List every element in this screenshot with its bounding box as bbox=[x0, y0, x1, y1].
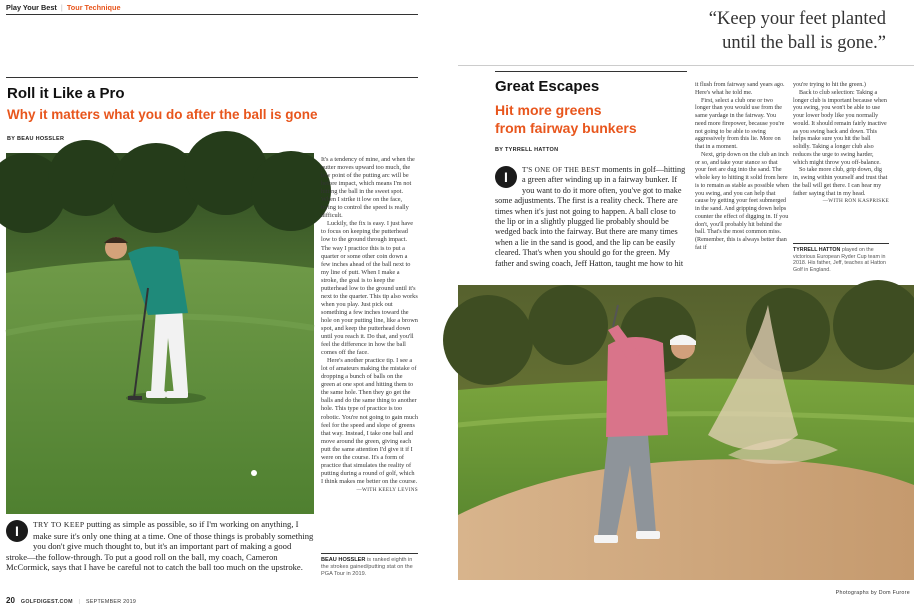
pull-quote bbox=[620, 7, 886, 55]
pull-quote-line1: “Keep your feet planted bbox=[708, 9, 886, 29]
right-c2-p2: Back to club selection: Taking a longer club is important because when you swing, you won't be able to use your lower body like you normally would. It should remain fairly inactive as you swing back and down. This helps make sure you hit the ball solidly. Taking a longer club also reduces the urge to swing harder, which might throw you off-balance. bbox=[793, 89, 887, 166]
right-subtitle bbox=[495, 101, 637, 137]
left-caption-text: is ranked eighth in the strokes gained/putting stat on the PGA Tour in 2019. bbox=[321, 557, 413, 578]
subsection-label: Tour Technique bbox=[66, 3, 121, 12]
right-intro-lead: T'S ONE OF THE BEST bbox=[522, 166, 600, 174]
right-c1-p2: First, select a club one or two longer than you would use from the same yardage in the fairway. You need more firepower, because you're not going to be able to swing aggressively from this lie. More on that in a moment. bbox=[695, 97, 785, 150]
dropcap-right: I bbox=[495, 166, 517, 188]
right-body-column-1 bbox=[695, 82, 789, 253]
right-intro bbox=[495, 165, 687, 269]
page-number: 20 bbox=[6, 596, 15, 605]
right-caption-text: played on the victorious European Ryder Cup team in 2018. His father, Jeff, teaches at Hatton Golf in England. bbox=[793, 247, 886, 274]
footer-issue: SEPTEMBER 2019 bbox=[86, 599, 137, 605]
right-c2-p3: So take more club, grip down, dig in, swing within yourself and trust that the ball will get there. I can hear my father saying that in my head. bbox=[793, 167, 888, 197]
header-rule bbox=[6, 14, 418, 15]
right-caption-name: TYRRELL HATTON bbox=[793, 247, 841, 253]
right-title: Great Escapes bbox=[495, 78, 600, 95]
left-intro bbox=[6, 519, 314, 573]
left-body-p2: Luckily, the fix is easy. I just have to focus on keeping the putterhead low to the ground through impact. The way I practice this is to put a quarter or some other coin down a few inches ahead of the ball next to my line of putt. When I make a stroke, the goal is to keep the putterhead low to the ground until it's next to the quarter. This tip also works when you play. Just pick out something a few inches toward the hole on your putting line, like a brown spot, and keep the putterhead down until you reach it. Do that, and you'll feel the difference in how the ball comes off the face. bbox=[321, 220, 418, 357]
putting-photo bbox=[6, 153, 314, 514]
right-subtitle-line2: from fairway bunkers bbox=[495, 120, 637, 136]
tree-line bbox=[0, 131, 331, 233]
left-caption-name: BEAU HOSSLER bbox=[321, 557, 366, 563]
left-caption-rule bbox=[321, 553, 418, 554]
byline: BY BEAU HOSSLER bbox=[7, 136, 65, 142]
section-header: Play Your Best | Tour Technique bbox=[6, 3, 121, 12]
title-rule bbox=[6, 77, 418, 78]
right-c2-p1: you're trying to hit the green.) bbox=[793, 82, 866, 88]
right-signoff: —WITH RON KASPRISKE bbox=[822, 198, 889, 205]
page-subtitle: Why it matters what you do after the ball is gone bbox=[7, 107, 318, 122]
right-top-rule bbox=[458, 65, 914, 66]
left-body-p3: Here's another practice tip. I see a lot of amateurs making the mistake of dropping a bunch of balls on the green at one spot and hitting them to the same hole. Then they go get the balls and do the same thing to another hole. This type of practice is too robotic. You're not going to gain much feel for the speed and slope of greens that way. Instead, I take one ball and move around the green, giving each putt the same attention I'd give it if I were on the course. It's a form of practice that simulates the reality of putting during a round of golf, which I think makes me better on the course. bbox=[321, 357, 418, 485]
right-byline: BY TYRRELL HATTON bbox=[495, 147, 559, 153]
section-label: Play Your Best bbox=[6, 3, 57, 12]
left-body-column bbox=[321, 156, 418, 494]
page-title: Roll it Like a Pro bbox=[7, 85, 125, 102]
bunker-photo bbox=[458, 285, 914, 580]
right-c1-p1: it flush from fairway sand years ago. Here's what he told me. bbox=[695, 82, 785, 96]
pull-quote-line2: until the ball is gone.” bbox=[722, 33, 886, 53]
dropcap-left: I bbox=[6, 520, 28, 542]
left-body-p1: It's a tendency of mine, and when the putter moves upward too much, the low point of the putting arc will be before impact, which means I'm not hitting the ball in the sweet spot. When I strike it low on the face, trying to control the speed is really difficult. bbox=[321, 156, 415, 220]
left-intro-lead: TRY TO KEEP bbox=[33, 520, 85, 529]
right-body-column-2 bbox=[793, 82, 889, 206]
right-caption-rule bbox=[793, 243, 889, 244]
right-c1-p3: Next, grip down on the club an inch or so, and take your stance so that your feet are dug into the sand. The whole key to hitting it solid from here is to remain as stable as possible when you swing, and you can help that cause by getting your feet submerged in the sand. And gripping down helps counter the effect of digging in. If you don't, you'll probably hit behind the ball. That's the most common miss. (Remember, this is always better than fat if bbox=[695, 151, 789, 251]
left-intro-text: putting as simple as possible, so if I'm working on anything, I make sure it's only one thing at a time. One of those things is probably something you don't give much thought to, but it's an important part of making a good stroke—the follow-through. To put a good roll on the ball, my coach, Cameron McCormick, says that I have be careful not to catch the ball too much on the upstroke. bbox=[6, 519, 314, 573]
right-caption bbox=[793, 247, 889, 274]
left-footer: 20 GOLFDIGEST.COM | SEPTEMBER 2019 bbox=[6, 596, 137, 605]
right-subtitle-line1: Hit more greens bbox=[495, 102, 602, 118]
left-signoff: —WITH KEELY LEVINS bbox=[356, 486, 418, 493]
right-intro-text: moments in golf—hitting a green after winding up in a fairway bunker. If you want to do it more often, you've got to make some adjustments. The first is a reality check. There are times when it's just not going to happen. A ball close to the lip or in a slightly plugged lie probably should be wedged back into the fairway. But there are many times when a lie in the sand is good, and the lip can be easily cleared. That's when you should go for the green. My father and swing coach, Jeff Hatton, taught me how to hit bbox=[495, 165, 686, 268]
right-title-rule bbox=[495, 71, 687, 72]
footer-site: GOLFDIGEST.COM bbox=[20, 599, 73, 605]
photo-credit: Photographs by Dom Furore bbox=[835, 590, 910, 596]
golf-ball bbox=[251, 470, 257, 476]
left-caption bbox=[321, 557, 418, 579]
